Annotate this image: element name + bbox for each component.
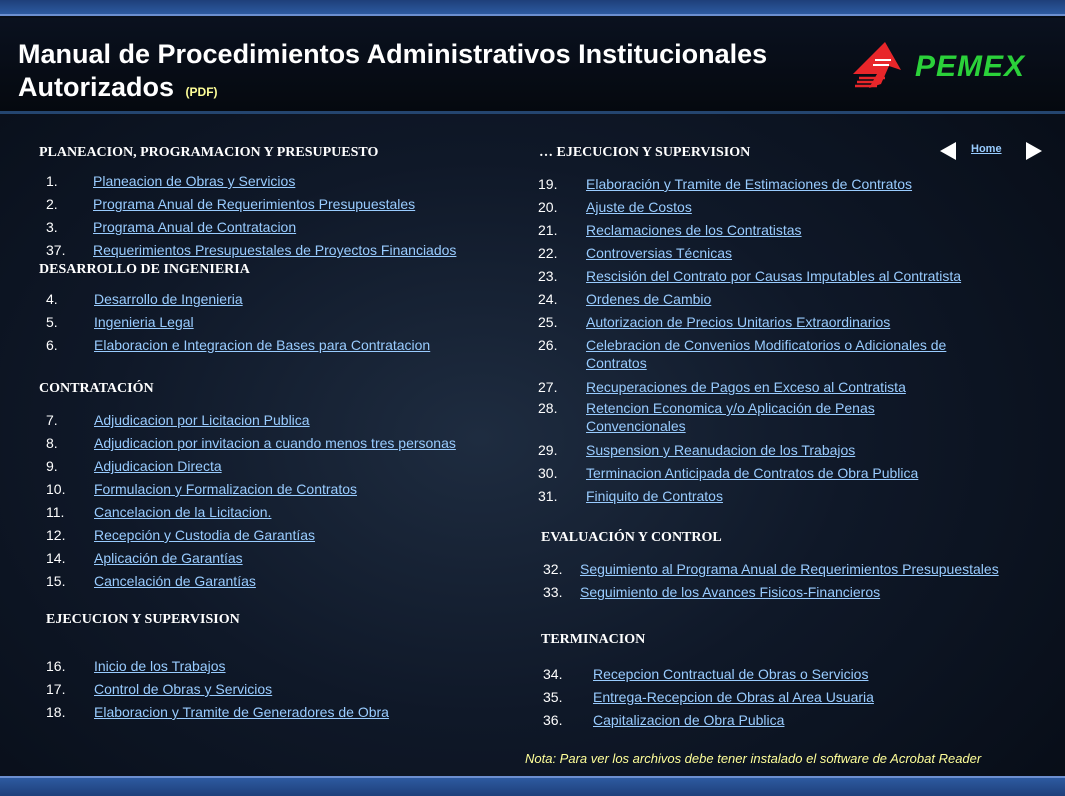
item-link[interactable]: Planeacion de Obras y Servicios (93, 173, 296, 189)
item-number: 6. (46, 337, 58, 353)
item-link[interactable]: Recuperaciones de Pagos en Exceso al Contratista (586, 379, 906, 395)
item-number: 5. (46, 314, 58, 330)
item-link[interactable]: Autorizacion de Precios Unitarios Extraordinarios (586, 314, 891, 330)
item-number: 23. (538, 268, 558, 284)
item-number: 1. (46, 173, 58, 189)
item-link[interactable]: Formulacion y Formalizacion de Contratos (94, 481, 357, 497)
item-link[interactable]: Cancelacion de la Licitacion. (94, 504, 272, 520)
header (0, 18, 1065, 114)
item-link[interactable]: Ajuste de Costos (586, 199, 692, 215)
item-link[interactable]: Programa Anual de Requerimientos Presupuestales (93, 196, 416, 212)
section-evaluacion: EVALUACIÓN Y CONTROL (541, 530, 722, 545)
item-number: 34. (543, 666, 563, 682)
item-link[interactable]: Adjudicacion por Licitacion Publica (94, 412, 310, 428)
item-link[interactable]: Programa Anual de Contratacion (93, 219, 297, 235)
item-number: 15. (46, 573, 66, 589)
page-title-text: Manual de Procedimientos Administrativos Institucionales Autorizados (18, 39, 768, 102)
item-link[interactable]: Seguimiento al Programa Anual de Requerimientos Presupuestales (580, 561, 999, 577)
item-link[interactable]: Reclamaciones de los Contratistas (586, 222, 802, 238)
item-link[interactable]: Control de Obras y Servicios (94, 681, 273, 697)
item-link[interactable]: Recepción y Custodia de Garantías (94, 527, 316, 543)
item-number: 33. (543, 584, 563, 600)
item-link[interactable]: Elaboracion e Integracion de Bases para Contratacion (94, 337, 431, 353)
item-number: 4. (46, 291, 58, 307)
next-arrow-icon[interactable] (1026, 142, 1042, 160)
item-number: 20. (538, 199, 558, 215)
section-planeacion: PLANEACION, PROGRAMACION Y PRESUPUESTO (39, 145, 379, 160)
item-number: 3. (46, 219, 58, 235)
item-number: 8. (46, 435, 58, 451)
item-number: 27. (538, 379, 558, 395)
pemex-eagle-icon (845, 40, 909, 92)
item-link[interactable]: Adjudicacion por invitacion a cuando menos tres personas (94, 435, 456, 451)
section-contratacion: CONTRATACIÓN (39, 381, 154, 396)
footnote: Nota: Para ver los archivos debe tener instalado el software de Acrobat Reader (525, 751, 982, 766)
section-ejecucion: EJECUCION Y SUPERVISION (46, 612, 240, 627)
section-desarrollo: DESARROLLO DE INGENIERIA (39, 262, 250, 277)
list-item (538, 336, 1008, 372)
item-number: 18. (46, 704, 66, 720)
item-number: 12. (46, 527, 66, 543)
pemex-logo (845, 40, 1045, 92)
item-number: 28. (538, 400, 558, 416)
item-number: 26. (538, 337, 558, 353)
item-number: 22. (538, 245, 558, 261)
item-number: 30. (538, 465, 558, 481)
item-number: 36. (543, 712, 563, 728)
previous-arrow-icon[interactable] (940, 142, 956, 160)
item-link[interactable]: Rescisión del Contrato por Causas Imputables al Contratista (586, 268, 962, 284)
item-link[interactable]: Celebracion de Convenios Modificatorios o Adicionales de Contratos (586, 337, 947, 371)
item-link[interactable]: Elaboración y Tramite de Estimaciones de Contratos (586, 176, 913, 192)
item-number: 32. (543, 561, 563, 577)
item-link[interactable]: Adjudicacion Directa (94, 458, 222, 474)
item-number: 9. (46, 458, 58, 474)
item-link[interactable]: Finiquito de Contratos (586, 488, 723, 504)
item-link[interactable]: Elaboracion y Tramite de Generadores de Obra (94, 704, 389, 720)
item-link[interactable]: Desarrollo de Ingenieria (94, 291, 243, 307)
top-bar (0, 0, 1065, 16)
item-link[interactable]: Controversias Técnicas (586, 245, 733, 261)
item-number: 7. (46, 412, 58, 428)
item-link[interactable]: Requerimientos Presupuestales de Proyectos Financiados (93, 242, 457, 258)
item-link[interactable]: Suspension y Reanudacion de los Trabajos (586, 442, 856, 458)
item-number: 35. (543, 689, 563, 705)
item-link[interactable]: Ingenieria Legal (94, 314, 194, 330)
item-number: 17. (46, 681, 66, 697)
item-number: 11. (46, 504, 65, 520)
pemex-logo-text: PEMEX (915, 50, 1026, 83)
section-ejecucion-cont: … EJECUCION Y SUPERVISION (539, 145, 751, 160)
item-link[interactable]: Cancelación de Garantías (94, 573, 256, 589)
item-number: 29. (538, 442, 558, 458)
item-link[interactable]: Seguimiento de los Avances Fisicos-Financieros (580, 584, 881, 600)
item-link[interactable]: Recepcion Contractual de Obras o Servicios (593, 666, 869, 682)
item-number: 24. (538, 291, 558, 307)
item-number: 10. (46, 481, 66, 497)
list-item (538, 399, 1008, 435)
item-link[interactable]: Capitalizacion de Obra Publica (593, 712, 785, 728)
item-number: 21. (538, 222, 558, 238)
item-number: 25. (538, 314, 558, 330)
item-number: 19. (538, 176, 558, 192)
item-link[interactable]: Retencion Economica y/o Aplicación de Penas Convencionales (586, 400, 875, 434)
item-link[interactable]: Inicio de los Trabajos (94, 658, 226, 674)
item-link[interactable]: Ordenes de Cambio (586, 291, 712, 307)
item-number: 37. (46, 242, 66, 258)
item-number: 16. (46, 658, 66, 674)
home-link[interactable]: Home (971, 143, 1002, 155)
item-link[interactable]: Entrega-Recepcion de Obras al Area Usuaria (593, 689, 874, 705)
section-terminacion: TERMINACION (541, 632, 646, 647)
item-link[interactable]: Aplicación de Garantías (94, 550, 243, 566)
page-title (18, 38, 838, 109)
item-number: 31. (538, 488, 558, 504)
bottom-bar (0, 776, 1065, 796)
item-number: 2. (46, 196, 58, 212)
pdf-note: (PDF) (185, 85, 218, 99)
item-link[interactable]: Terminacion Anticipada de Contratos de Obra Publica (586, 465, 919, 481)
item-number: 14. (46, 550, 66, 566)
